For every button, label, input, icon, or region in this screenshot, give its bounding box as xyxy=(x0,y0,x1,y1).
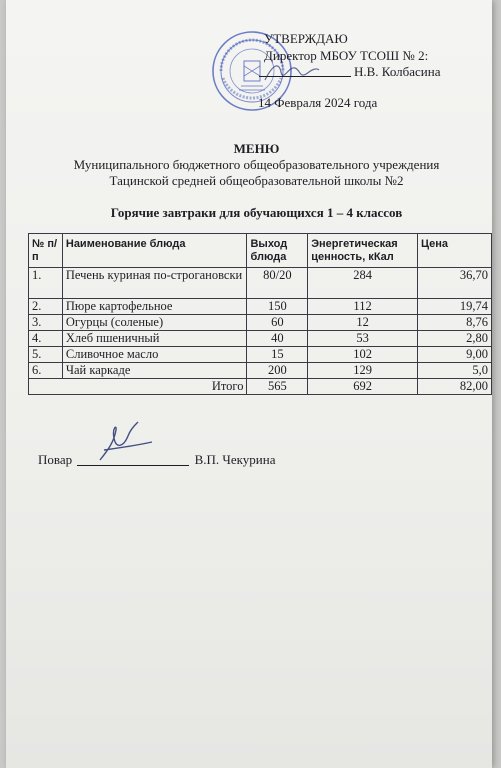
dish-price: 9,00 xyxy=(417,347,491,363)
dish-name: Хлеб пшеничный xyxy=(62,331,247,347)
dish-yield: 80/20 xyxy=(247,268,308,299)
dish-price: 8,76 xyxy=(417,315,491,331)
dish-yield: 15 xyxy=(247,347,308,363)
header-price: Цена xyxy=(417,234,491,268)
dish-kcal: 12 xyxy=(308,315,418,331)
table-row xyxy=(29,268,492,299)
menu-header xyxy=(6,141,501,189)
row-number: 3. xyxy=(29,315,63,331)
director-signature xyxy=(261,58,321,88)
cook-label: Повар xyxy=(38,452,73,467)
table-row xyxy=(29,363,492,379)
menu-table xyxy=(28,233,492,395)
dish-kcal: 112 xyxy=(308,299,418,315)
table-row xyxy=(29,331,492,347)
dish-name: Чай каркаде xyxy=(62,363,247,379)
table-header-row xyxy=(29,234,492,268)
dish-kcal: 129 xyxy=(308,363,418,379)
table-total-row xyxy=(29,379,492,395)
table-row xyxy=(29,299,492,315)
dish-price: 2,80 xyxy=(417,331,491,347)
header-energy: Энергетическая ценность, кКал xyxy=(308,234,418,268)
approval-heading: УТВЕРЖДАЮ xyxy=(264,31,348,46)
header-dish-name: Наименование блюда xyxy=(62,234,247,268)
table-row xyxy=(29,315,492,331)
row-number: 1. xyxy=(29,268,63,299)
document-page xyxy=(6,0,492,768)
dish-yield: 150 xyxy=(247,299,308,315)
menu-subtitle: Горячие завтраки для обучающихся 1 – 4 классов xyxy=(110,205,403,220)
institution-line-1: Муниципального бюджетного общеобразовательного учреждения xyxy=(73,157,440,172)
cook-name: В.П. Чекурина xyxy=(194,452,276,467)
approval-signer: Н.В. Колбасина xyxy=(354,64,441,79)
dish-name: Печень куриная по-строгановски xyxy=(62,268,247,299)
dish-yield: 40 xyxy=(247,331,308,347)
table-row xyxy=(29,347,492,363)
dish-kcal: 102 xyxy=(308,347,418,363)
total-kcal: 692 xyxy=(308,379,418,395)
dish-name: Сливочное масло xyxy=(62,347,247,363)
total-yield: 565 xyxy=(247,379,308,395)
dish-yield: 200 xyxy=(247,363,308,379)
cook-signature-line xyxy=(77,465,189,466)
header-yield: Выход блюда xyxy=(247,234,308,268)
approval-position: Директор МБОУ ТСОШ № 2: xyxy=(264,48,429,63)
total-price: 82,00 xyxy=(417,379,491,395)
dish-name: Пюре картофельное xyxy=(62,299,247,315)
row-number: 5. xyxy=(29,347,63,363)
row-number: 2. xyxy=(29,299,63,315)
dish-yield: 60 xyxy=(247,315,308,331)
dish-price: 19,74 xyxy=(417,299,491,315)
total-label: Итого xyxy=(29,379,247,395)
dish-kcal: 284 xyxy=(308,268,418,299)
row-number: 6. xyxy=(29,363,63,379)
institution-line-2: Тацинской средней общеобразовательной школы №2 xyxy=(109,173,404,188)
dish-price: 5,0 xyxy=(417,363,491,379)
cook-block xyxy=(38,452,275,468)
header-number: № п/п xyxy=(29,234,63,268)
approval-date: 14 Февраля 2024 года xyxy=(258,95,378,110)
dish-name: Огурцы (соленые) xyxy=(62,315,247,331)
menu-title: МЕНЮ xyxy=(233,141,280,156)
dish-price: 36,70 xyxy=(417,268,491,299)
dish-kcal: 53 xyxy=(308,331,418,347)
row-number: 4. xyxy=(29,331,63,347)
